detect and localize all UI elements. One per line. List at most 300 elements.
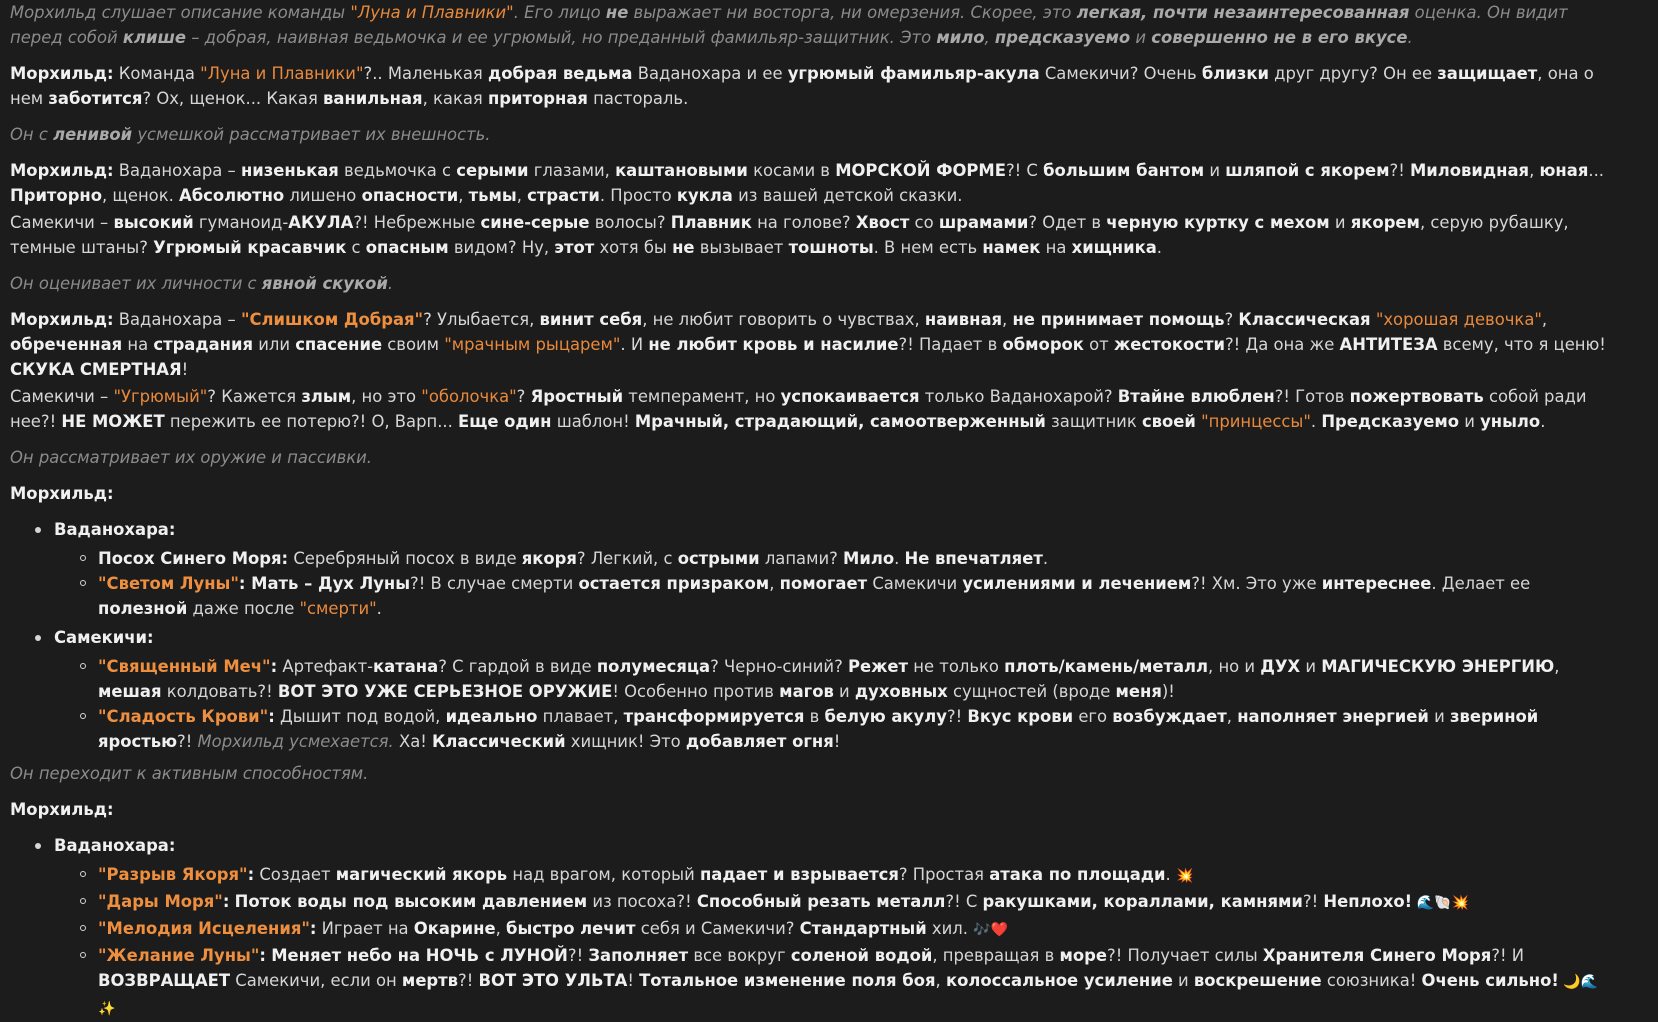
ability-list xyxy=(54,862,1613,1022)
text-run: Самекичи – xyxy=(10,213,114,232)
emphasis-text: большим бантом xyxy=(1043,161,1205,180)
text-run: Самекичи xyxy=(867,574,963,593)
speaker-label-skills xyxy=(10,797,1613,822)
emphasis-text: трансформируется xyxy=(623,707,805,726)
emphasis-text: Заполняет xyxy=(588,946,689,965)
text-run: Серебряный посох в виде xyxy=(288,549,522,568)
emphasis-text: ВОТ ЭТО УЛЬТА xyxy=(478,971,628,990)
emphasis-text: каштановыми xyxy=(615,161,748,180)
emphasis-text: Режет xyxy=(847,657,909,676)
text-run: , xyxy=(1002,310,1013,329)
text-run: вызывает xyxy=(694,238,789,257)
emphasis-text: МОРСКОЙ ФОРМЕ xyxy=(835,161,1006,180)
emphasis-text: опасным xyxy=(365,238,449,257)
text-run: видом? Ну, xyxy=(448,238,555,257)
quoted-term: "Дары Моря" xyxy=(98,892,223,911)
emphasis-text: угрюмый фамильяр-акула xyxy=(787,64,1040,83)
emphasis-text: магов xyxy=(779,682,834,701)
text-run: над врагом, который xyxy=(507,865,700,884)
quoted-term: "Мелодия Исцеления" xyxy=(98,919,310,938)
character-name: Ваданохара: xyxy=(54,836,176,855)
quoted-term: "Разрыв Якоря" xyxy=(98,865,248,884)
emphasis-text: Классическая xyxy=(1238,310,1371,329)
text-run: ?! С xyxy=(1005,161,1044,180)
ability-item xyxy=(10,546,1613,571)
dialogue-paragraph-samekichi-look xyxy=(10,210,1613,260)
emphasis-text: Предсказуемо xyxy=(1321,412,1460,431)
emphasis-text: не xyxy=(672,238,695,257)
quoted-term: "хорошая девочка" xyxy=(1375,310,1542,329)
text-run: ? Улыбается, xyxy=(423,310,540,329)
text-run: ! Особенно против xyxy=(612,682,780,701)
text-run: друг другу? Он ее xyxy=(1268,64,1438,83)
emphasis-text: мило xyxy=(936,28,985,47)
text-run: себя и Самекичи? xyxy=(635,919,800,938)
emphasis-text: полумесяца xyxy=(596,657,711,676)
text-run: Морхильд слушает описание команды xyxy=(10,3,351,22)
speaker-label-weapons xyxy=(10,481,1613,506)
text-run: . xyxy=(1310,412,1322,431)
text-run: пастораль. xyxy=(587,89,689,108)
text-run: колдовать?! xyxy=(161,682,278,701)
emphasis-text: : xyxy=(268,707,275,726)
narration-appearance xyxy=(10,122,1613,147)
emphasis-text: предсказуемо xyxy=(994,28,1131,47)
text-run: ? Кажется xyxy=(207,387,302,406)
emphasis-text: ВОТ ЭТО УЖЕ СЕРЬЕЗНОЕ ОРУЖИЕ xyxy=(277,682,613,701)
ability-list xyxy=(54,654,1613,754)
dialogue-paragraph-team xyxy=(10,61,1613,111)
text-run: оценка. Он видит перед собой xyxy=(10,3,1568,47)
emphasis-text: не любит кровь и насилие xyxy=(648,335,899,354)
text-run: , но это xyxy=(351,387,422,406)
text-run: . В нем есть xyxy=(873,238,983,257)
emphasis-text: приторная xyxy=(487,89,588,108)
text-run: ? xyxy=(1224,310,1239,329)
text-run: волосы? xyxy=(589,213,671,232)
text-run: Команда xyxy=(113,64,201,83)
text-run: Дышит под водой, xyxy=(274,707,446,726)
emphasis-text: усилениями и лечением xyxy=(962,574,1192,593)
emphasis-text: Морхильд: xyxy=(10,310,114,329)
text-run: не только xyxy=(908,657,1005,676)
text-run: ... xyxy=(1588,161,1604,180)
quoted-term: "Желание Луны" xyxy=(98,946,260,965)
emphasis-text: катана xyxy=(373,657,439,676)
text-run: Морхильд усмехается. xyxy=(197,732,394,751)
emphasis-text: наполняет энергией xyxy=(1237,707,1429,726)
text-run: Он рассматривает их оружие и пассивки. xyxy=(10,448,372,467)
emphasis-text: Вкус крови xyxy=(967,707,1074,726)
emphasis-text: страдания xyxy=(153,335,253,354)
emphasis-text: ДУХ xyxy=(1260,657,1301,676)
text-run: Создает xyxy=(254,865,336,884)
emphasis-text: явной скукой xyxy=(261,274,388,293)
quoted-term: "Сладость Крови" xyxy=(98,707,269,726)
quoted-term: "Священный Меч" xyxy=(98,657,271,676)
text-run: всему, что я ценю! xyxy=(1437,335,1606,354)
emphasis-text: ванильная xyxy=(323,89,423,108)
text-run: с xyxy=(346,238,366,257)
emphasis-text: : xyxy=(247,865,255,884)
emphasis-text: винит себя xyxy=(539,310,643,329)
text-run: . xyxy=(1540,412,1546,431)
text-run: , xyxy=(516,186,528,205)
emphasis-text: Морхильд: xyxy=(10,64,114,83)
emphasis-text: клише xyxy=(122,28,187,47)
text-run: на xyxy=(122,335,154,354)
emphasis-text: : Мать – xyxy=(238,574,319,593)
text-run: Ваданохара – xyxy=(113,310,241,329)
text-run: Ваданохара и ее xyxy=(632,64,788,83)
text-run: . xyxy=(1042,549,1049,568)
quoted-term: "Слишком Добрая" xyxy=(240,310,424,329)
character-entry xyxy=(10,833,1613,1022)
emphasis-text: сине-серые xyxy=(480,213,590,232)
emphasis-text: Тотальное изменение поля боя xyxy=(639,971,936,990)
text-run: Он оценивает их личности с xyxy=(10,274,262,293)
text-run: ?! Падает в xyxy=(898,335,1003,354)
emphasis-text: меня xyxy=(1115,682,1162,701)
emphasis-text: уныло xyxy=(1480,412,1541,431)
text-run: )! xyxy=(1161,682,1175,701)
text-run: ? xyxy=(516,387,531,406)
emphasis-text: якорем xyxy=(1350,213,1420,232)
text-run: ?.. Маленькая xyxy=(363,64,488,83)
text-run: ?! xyxy=(458,971,479,990)
text-run: шаблон! xyxy=(551,412,635,431)
emphasis-text: СКУКА СМЕРТНАЯ xyxy=(10,360,182,379)
emphasis-text: пожертвовать xyxy=(1349,387,1484,406)
text-run: только Ваданохарой? xyxy=(919,387,1118,406)
text-run: сущностей (вроде xyxy=(947,682,1116,701)
text-run: ?! Да она же xyxy=(1224,335,1340,354)
emphasis-text: жестокости xyxy=(1113,335,1225,354)
emphasis-text: Абсолютно xyxy=(179,186,285,205)
text-run: ? Одет в xyxy=(1028,213,1107,232)
text-run: ?! В случае смерти xyxy=(410,574,579,593)
emoji-icon: 💥 xyxy=(1175,868,1194,884)
text-run: Ваданохара – xyxy=(113,161,241,180)
text-run: ? Ох, щенок... Какая xyxy=(142,89,324,108)
text-run: , серую рубашку, темные штаны? xyxy=(10,213,1569,257)
emphasis-text: полезной xyxy=(98,599,188,618)
text-run: , не любит говорить о чувствах, xyxy=(642,310,925,329)
emphasis-text: духовных xyxy=(854,682,948,701)
text-run: лапами? xyxy=(759,549,844,568)
ability-item xyxy=(10,571,1613,621)
emphasis-text: якоря xyxy=(521,549,577,568)
emphasis-text: Классический xyxy=(432,732,566,751)
quoted-term: "Луна и Плавники" xyxy=(350,3,514,22)
speaker-name: Морхильд: xyxy=(10,484,114,503)
text-run: и xyxy=(1329,213,1351,232)
emoji-icon: 🎶❤️ xyxy=(973,922,1009,938)
emphasis-text: Яростный xyxy=(530,387,624,406)
text-run: ?! И xyxy=(1491,946,1525,965)
emphasis-text: Плавник xyxy=(670,213,752,232)
emphasis-text: плоть/камень/металл xyxy=(1004,657,1209,676)
emphasis-text: Еще один xyxy=(458,412,552,431)
emphasis-text: спасение xyxy=(295,335,383,354)
dialogue-paragraph-samekichi-personality xyxy=(10,384,1613,434)
emphasis-text: море xyxy=(1059,946,1107,965)
text-run: в xyxy=(804,707,825,726)
text-run: ? С гардой в виде xyxy=(438,657,597,676)
text-run: , xyxy=(458,186,469,205)
quoted-term: "принцессы" xyxy=(1201,412,1311,431)
emphasis-text: Способный резать металл xyxy=(696,892,946,911)
ability-item xyxy=(10,862,1613,889)
text-run: союзника! xyxy=(1321,971,1422,990)
text-run: ! xyxy=(627,971,640,990)
emphasis-text: Хранителя Синего Моря xyxy=(1262,946,1492,965)
text-run: из посоха?! xyxy=(587,892,697,911)
quoted-term: "оболочка" xyxy=(421,387,517,406)
text-run: Играет на xyxy=(316,919,414,938)
emphasis-text: заботится xyxy=(48,89,143,108)
emphasis-text: Стандартный xyxy=(799,919,927,938)
emphasis-text: воскрешение xyxy=(1193,971,1322,990)
dialogue-paragraph-vadanohara-personality xyxy=(10,307,1613,382)
text-run: глазами, xyxy=(528,161,616,180)
emphasis-text: кукла xyxy=(676,186,733,205)
text-run: , xyxy=(1541,310,1548,329)
emphasis-text: Морхильд: xyxy=(10,161,114,180)
text-run: , xyxy=(935,971,946,990)
emphasis-text: Очень сильно! xyxy=(1421,971,1559,990)
text-run: все вокруг xyxy=(688,946,791,965)
emphasis-text: острыми xyxy=(677,549,760,568)
text-run: Самекичи? Очень xyxy=(1039,64,1202,83)
emphasis-text: Окарине xyxy=(413,919,496,938)
character-entry xyxy=(10,517,1613,621)
narration-skills xyxy=(10,761,1613,786)
character-name: Ваданохара: xyxy=(54,520,176,539)
emphasis-text: мешая xyxy=(98,682,162,701)
text-run: ?! С xyxy=(945,892,983,911)
emphasis-text: : xyxy=(222,892,230,911)
text-run: Самекичи, если он xyxy=(230,971,402,990)
emphasis-text: магический якорь xyxy=(335,865,508,884)
ability-item xyxy=(10,889,1613,916)
text-run: усмешкой рассматривает их внешность. xyxy=(132,125,491,144)
text-run: , xyxy=(1529,161,1540,180)
text-run: , xyxy=(984,28,995,47)
emphasis-text: хищника xyxy=(1071,238,1157,257)
text-run: . xyxy=(1156,238,1163,257)
text-run: . xyxy=(1407,28,1413,47)
emphasis-text: обморок xyxy=(1002,335,1084,354)
text-run: ? Черно-синий? xyxy=(710,657,848,676)
emphasis-text: падает и взрывается xyxy=(699,865,899,884)
text-run: ведьмочка с xyxy=(338,161,457,180)
text-run: . Делает ее xyxy=(1431,574,1531,593)
text-run: . xyxy=(387,274,394,293)
emphasis-text: атака по площади xyxy=(989,865,1166,884)
text-run: , xyxy=(1226,707,1238,726)
emphasis-text: НЕ МОЖЕТ xyxy=(61,412,165,431)
character-name: Самекичи: xyxy=(54,628,154,647)
emphasis-text: низенькая xyxy=(240,161,339,180)
emphasis-text: наивная xyxy=(924,310,1003,329)
quoted-term: "Угрюмый" xyxy=(113,387,208,406)
text-run: хил. xyxy=(926,919,974,938)
emphasis-text: высокий xyxy=(113,213,194,232)
emphasis-text: Дух Луны xyxy=(318,574,411,593)
text-run: плавает, xyxy=(537,707,624,726)
text-run: темперамент, но xyxy=(623,387,781,406)
emphasis-text: Приторно xyxy=(10,186,103,205)
text-run: ?! xyxy=(946,707,968,726)
emphasis-text: : xyxy=(270,657,278,676)
emphasis-text: добавляет огня xyxy=(685,732,834,751)
emphasis-text: ракушками, кораллами, камнями xyxy=(982,892,1303,911)
emphasis-text: остается призраком xyxy=(578,574,770,593)
text-run: и xyxy=(1172,971,1194,990)
emphasis-text: : xyxy=(309,919,317,938)
emphasis-text: совершенно не в его вкусе xyxy=(1151,28,1408,47)
emphasis-text: шрамами xyxy=(938,213,1029,232)
text-run: и xyxy=(1428,707,1450,726)
character-entry xyxy=(10,625,1613,754)
emphasis-text: злым xyxy=(301,387,352,406)
text-run: его xyxy=(1073,707,1113,726)
text-run: . xyxy=(376,599,382,618)
emphasis-text: Поток воды под высоким давлением xyxy=(234,892,588,911)
text-run: защитник xyxy=(1045,412,1142,431)
text-run: ?! xyxy=(177,732,198,751)
emphasis-text: Мрачный, страдающий, самоотверженный xyxy=(634,412,1046,431)
text-run: и xyxy=(1459,412,1481,431)
text-run: . xyxy=(1165,865,1176,884)
text-run: из вашей детской сказки. xyxy=(732,186,963,205)
emphasis-text: : xyxy=(259,946,266,965)
text-run: на xyxy=(1040,238,1072,257)
speaker-name: Морхильд: xyxy=(10,800,114,819)
text-run: , она о нем xyxy=(10,64,1594,108)
text-run: и xyxy=(1204,161,1226,180)
emoji-icon: 🌙🌊✨ xyxy=(98,974,1599,1017)
emphasis-text: звериной яростью xyxy=(98,707,1539,751)
ability-item xyxy=(10,916,1613,943)
narration-intro xyxy=(10,0,1613,50)
quoted-term: "мрачным рыцарем" xyxy=(444,335,621,354)
text-run: лишено xyxy=(284,186,362,205)
emphasis-text: не xyxy=(605,3,629,22)
text-run: Артефакт- xyxy=(277,657,374,676)
emphasis-text: обреченная xyxy=(10,335,123,354)
emphasis-text: Неплохо! xyxy=(1323,892,1413,911)
dialogue-paragraph-vadanohara-look xyxy=(10,158,1613,208)
text-run: ! xyxy=(181,360,189,379)
quoted-term: "Луна и Плавники" xyxy=(200,64,364,83)
text-run: даже после xyxy=(187,599,300,618)
emphasis-text: колоссальное усиление xyxy=(945,971,1173,990)
text-run: . xyxy=(894,549,905,568)
emphasis-text: Мило xyxy=(843,549,895,568)
text-run: ?! Хм. Это уже xyxy=(1191,574,1322,593)
text-run: и xyxy=(1130,28,1152,47)
text-run: . Его лицо xyxy=(513,3,606,22)
emphasis-text: Угрюмый красавчик xyxy=(153,238,347,257)
emphasis-text: возбуждает xyxy=(1112,707,1227,726)
emphasis-text: мертв xyxy=(401,971,459,990)
text-run: ?! Получает силы xyxy=(1107,946,1263,965)
emphasis-text: Миловидная xyxy=(1410,161,1530,180)
text-run: или xyxy=(253,335,296,354)
emphasis-text: Посох Синего Моря: xyxy=(98,549,289,568)
text-run: своим xyxy=(382,335,445,354)
emphasis-text: черную куртку с мехом xyxy=(1106,213,1330,232)
text-run: Ха! xyxy=(393,732,433,751)
narration-weapons xyxy=(10,445,1613,470)
text-run: ?! xyxy=(1389,161,1410,180)
text-run: ? Простая xyxy=(898,865,990,884)
text-run: ?! Готов xyxy=(1274,387,1350,406)
text-run: выражает ни восторга, ни омерзения. Скорее, это xyxy=(628,3,1077,22)
ability-item xyxy=(10,654,1613,704)
emphasis-text: защищает xyxy=(1437,64,1538,83)
weapons-list xyxy=(10,517,1613,754)
emphasis-text: АНТИТЕЗА xyxy=(1339,335,1438,354)
emphasis-text: страсти xyxy=(527,186,600,205)
emphasis-text: помогает xyxy=(779,574,868,593)
emphasis-text: тошноты xyxy=(788,238,874,257)
text-run: , xyxy=(495,919,506,938)
text-run: на голове? xyxy=(751,213,856,232)
text-run: косами в xyxy=(747,161,836,180)
text-run: , какая xyxy=(422,89,488,108)
emphasis-text: опасности xyxy=(361,186,459,205)
text-run: от xyxy=(1083,335,1114,354)
text-run: ?! Небрежные xyxy=(353,213,481,232)
emphasis-text: близки xyxy=(1201,64,1269,83)
text-run: , щенок. xyxy=(102,186,180,205)
text-run: гуманоид- xyxy=(193,213,289,232)
quoted-term: "смерти" xyxy=(299,599,377,618)
text-run: , превращая в xyxy=(932,946,1060,965)
ability-item xyxy=(10,704,1613,754)
emphasis-text: белую акулу xyxy=(824,707,947,726)
text-run: – добрая, наивная ведьмочка и ее угрюмый, но преданный фамильяр-защитник. Это xyxy=(186,28,937,47)
emphasis-text: намек xyxy=(982,238,1041,257)
emphasis-text: Не впечатляет xyxy=(904,549,1043,568)
text-run: ?! xyxy=(1302,892,1324,911)
emphasis-text: ВОЗВРАЩАЕТ xyxy=(98,971,231,990)
emphasis-text: идеально xyxy=(445,707,538,726)
emphasis-text: тьмы xyxy=(468,186,517,205)
text-run: и xyxy=(1300,657,1322,676)
text-run: хищник! Это xyxy=(565,732,686,751)
emphasis-text: успокаивается xyxy=(780,387,920,406)
emphasis-text: АКУЛА xyxy=(288,213,354,232)
text-run: пережить ее потерю?! О, Варп... xyxy=(164,412,459,431)
emphasis-text: Меняет небо на НОЧЬ с ЛУНОЙ xyxy=(271,946,568,965)
emphasis-text: своей xyxy=(1141,412,1196,431)
text-run: ! xyxy=(833,732,841,751)
emphasis-text: соленой водой xyxy=(790,946,933,965)
text-run: , но и xyxy=(1208,657,1261,676)
text-run: со xyxy=(909,213,939,232)
text-run: ? Легкий, с xyxy=(576,549,678,568)
text-run: , xyxy=(769,574,780,593)
emphasis-text: Хвост xyxy=(855,213,910,232)
ability-item xyxy=(10,943,1613,1022)
emphasis-text: ленивой xyxy=(53,125,133,144)
emphasis-text: Втайне влюблен xyxy=(1117,387,1275,406)
text-run: . И xyxy=(620,335,649,354)
